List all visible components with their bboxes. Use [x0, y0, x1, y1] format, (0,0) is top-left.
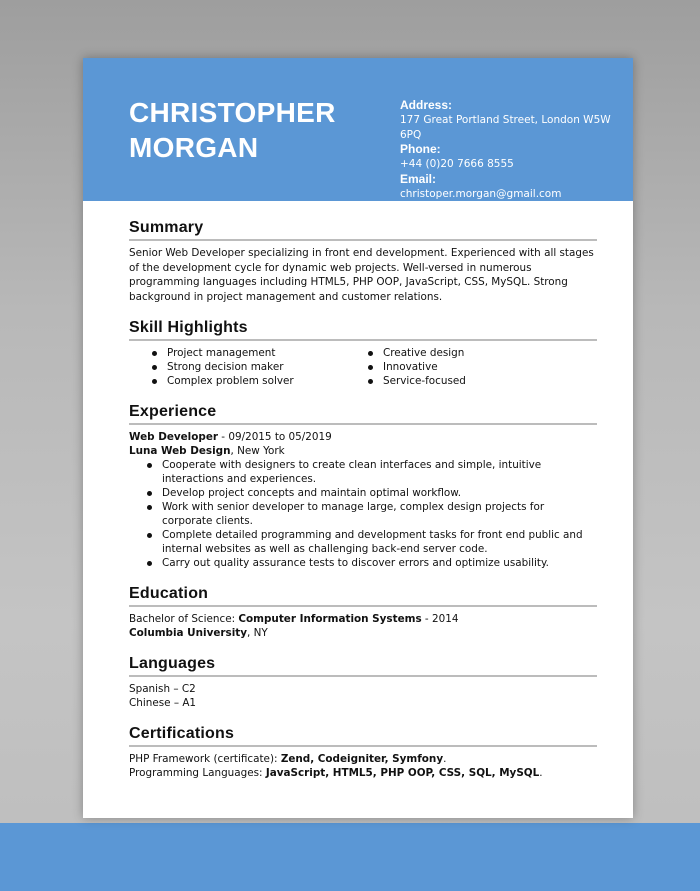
experience-bullet: Cooperate with designers to create clean interfaces and simple, intuitive interactions and experiences.	[145, 458, 597, 486]
degree-line	[129, 612, 597, 626]
contact-block	[400, 98, 625, 201]
company-line	[129, 444, 597, 458]
languages-heading: Languages	[129, 654, 597, 677]
bottom-accent-band	[0, 823, 700, 891]
certification-value: Zend, Codeigniter, Symfony	[280, 753, 444, 766]
certifications-heading: Certifications	[129, 724, 597, 747]
summary-section	[129, 218, 597, 304]
certification-line	[129, 766, 597, 780]
certification-line	[129, 752, 597, 766]
address-label: Address:	[400, 98, 453, 112]
skills-columns	[129, 346, 597, 388]
name-line-1: CHRISTOPHER	[129, 97, 336, 128]
skills-heading: Skill Highlights	[129, 318, 597, 341]
school-line	[129, 626, 597, 640]
address-value: 177 Great Portland Street, London W5W 6PQ	[400, 114, 611, 141]
candidate-name	[129, 95, 389, 165]
certification-suffix: .	[539, 767, 543, 780]
experience-section	[129, 402, 597, 570]
skill-item: Service-focused	[366, 374, 561, 388]
experience-bullets	[129, 458, 597, 570]
degree-prefix: Bachelor of Science:	[129, 613, 239, 626]
skills-left-list	[129, 346, 345, 388]
job-line	[129, 430, 597, 444]
degree-name: Computer Information Systems	[238, 613, 422, 626]
experience-bullet: Complete detailed programming and development tasks for front end public and internal websites as well as challenging back-end server code.	[145, 528, 597, 556]
language-item: Spanish – C2	[129, 683, 196, 696]
certification-suffix: .	[443, 753, 447, 766]
job-title: Web Developer	[129, 431, 218, 444]
skill-item: Innovative	[366, 360, 561, 374]
summary-heading: Summary	[129, 218, 597, 241]
certification-prefix: PHP Framework (certificate):	[129, 753, 281, 766]
degree-year: - 2014	[421, 613, 459, 626]
phone-label: Phone:	[400, 142, 441, 156]
skill-item: Complex problem solver	[150, 374, 345, 388]
email-label: Email:	[400, 171, 437, 186]
resume-body	[129, 218, 597, 794]
school-name: Columbia University	[129, 627, 248, 640]
skills-right-list	[345, 346, 561, 388]
phone-value: +44 (0)20 7666 8555	[400, 158, 514, 170]
experience-bullet: Carry out quality assurance tests to discover errors and optimize usability.	[145, 556, 597, 570]
certification-value: JavaScript, HTML5, PHP OOP, CSS, SQL, MySQL	[265, 767, 540, 780]
language-item: Chinese – A1	[129, 697, 197, 710]
languages-section	[129, 654, 597, 710]
summary-text: Senior Web Developer specializing in front end development. Experienced with all stages of the development cycle for dynamic web projects. Well-versed in numerous programming languages including HTML5, PHP OOP, JavaScript, CSS, MySQL. Strong background in project management and customer relations.	[129, 247, 594, 303]
skill-item: Project management	[150, 346, 345, 360]
skills-section	[129, 318, 597, 388]
resume-page	[83, 58, 633, 818]
school-location: , NY	[247, 627, 268, 640]
company-location: , New York	[230, 445, 285, 458]
company-name: Luna Web Design	[129, 445, 231, 458]
resume-header	[83, 58, 633, 201]
job-dates: - 09/2015 to 05/2019	[218, 431, 332, 444]
experience-bullet: Develop project concepts and maintain optimal workflow.	[145, 486, 597, 500]
certifications-section	[129, 724, 597, 780]
experience-bullet: Work with senior developer to manage large, complex design projects for corporate clients.	[145, 500, 597, 528]
experience-heading: Experience	[129, 402, 597, 425]
skill-item: Creative design	[366, 346, 561, 360]
education-section	[129, 584, 597, 640]
education-heading: Education	[129, 584, 597, 607]
certification-prefix: Programming Languages:	[129, 767, 266, 780]
skill-item: Strong decision maker	[150, 360, 345, 374]
email-value: christoper.morgan@gmail.com	[400, 187, 562, 200]
name-line-2: MORGAN	[129, 132, 259, 163]
